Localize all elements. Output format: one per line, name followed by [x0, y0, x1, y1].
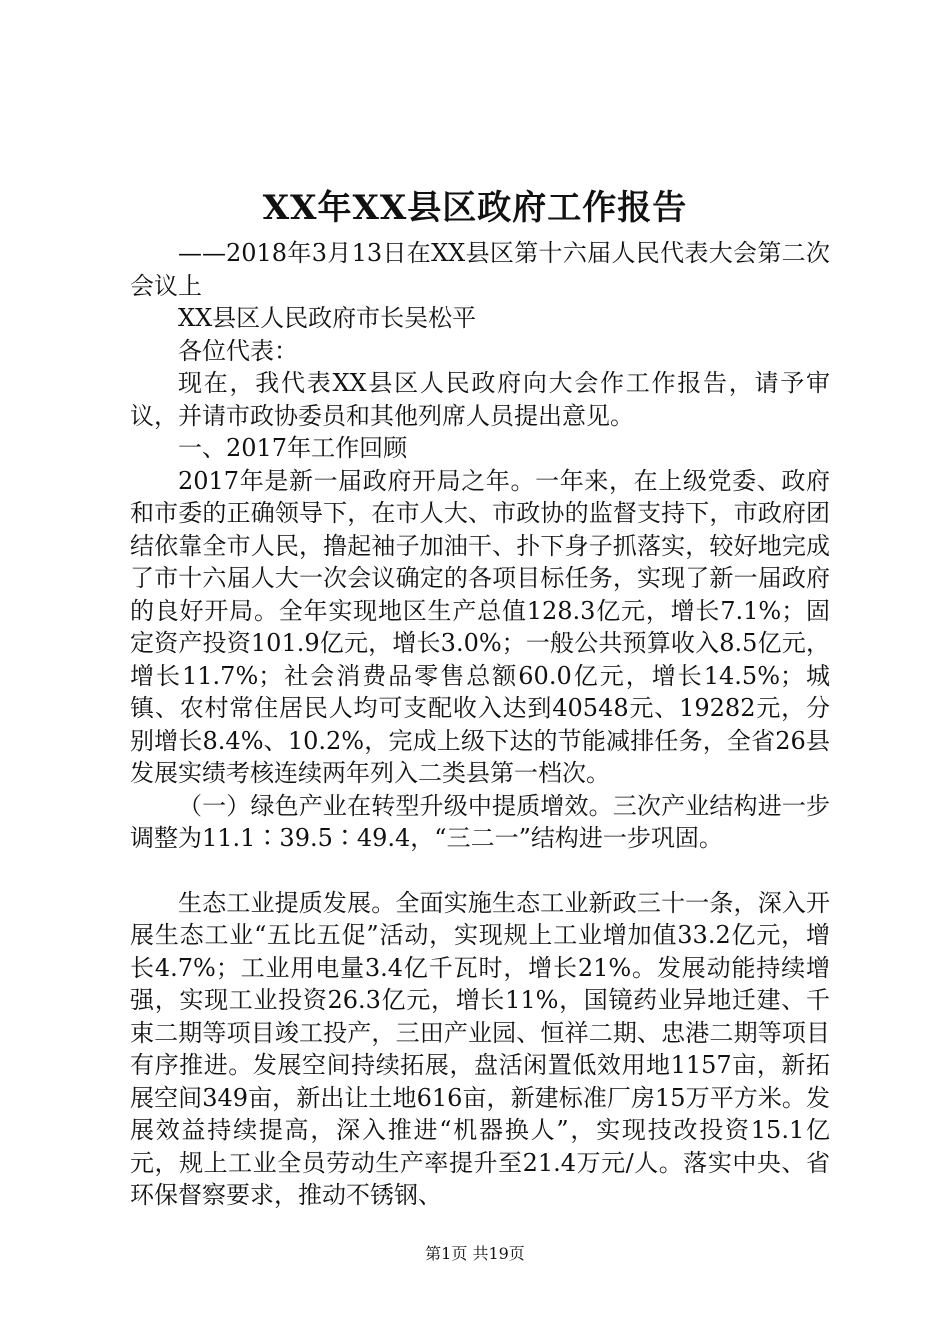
salutation: 各位代表： — [178, 336, 298, 365]
ecological-industry-paragraph: 生态工业提质发展。全面实施生态工业新政三十一条，深入开展生态工业“五比五促”活动，实现规上工业增加值33.2亿元，增长4.7%；工业用电量3.4亿千瓦时，增长21%。发展动能持续增强，实现工业投资26.3亿元，增长11%，国镜药业异地迁建、千束二期等项目竣工投产，三田产业园、恒祥二期、忠港二期等项目有序推进。发展空间持续拓展，盘活闲置低效用地1157亩，新拓展空间349亩，新出让土地616亩，新建标准厂房15万平方米。发展效益持续提高，深入推进“机器换人”，实现技改投资15.1亿元，规上工业全员劳动生产率提升至21.4万元/人。落实中央、省环保督察要求，推动不锈钢、 — [130, 888, 830, 1209]
document-body — [130, 237, 830, 1212]
speaker-line: XX县区人民政府市长吴松平 — [178, 304, 477, 332]
subtitle-meeting-line: ——2018年3月13日在XX县区第十六届人民代表大会第二次会议上 — [130, 239, 830, 300]
page-indicator: 第1页 共19页 — [425, 1244, 525, 1263]
subsection-paragraph: （一）绿色产业在转型升级中提质增效。三次产业结构进一步调整为11.1∶39.5∶49.4，“三二一”结构进一步巩固。 — [130, 791, 830, 852]
review-paragraph: 2017年是新一届政府开局之年。一年来，在上级党委、政府和市委的正确领导下，在市人大、市政协的监督支持下，市政府团结依靠全市人民，撸起袖子加油干、扑下身子抓落实，较好地完成了市十六届人大一次会议确定的各项目标任务，实现了新一届政府的良好开局。全年实现地区生产总值128.3亿元，增长7.1%；固定资产投资101.9亿元，增长3.0%；一般公共预算收入8.5亿元，增长11.7%；社会消费品零售总额60.0亿元，增长14.5%；城镇、农村常住居民人均可支配收入达到40548元、19282元，分别增长8.4%、10.2%，完成上级下达的节能减排任务，全省26县发展实绩考核连续两年列入二类县第一档次。 — [130, 466, 830, 787]
document-title: XX年XX县区政府工作报告 — [262, 188, 688, 228]
intro-paragraph: 现在，我代表XX县区人民政府向大会作工作报告，请予审议，并请市政协委员和其他列席人员提出意见。 — [130, 369, 830, 430]
section-heading: 一、2017年工作回顾 — [178, 434, 408, 462]
